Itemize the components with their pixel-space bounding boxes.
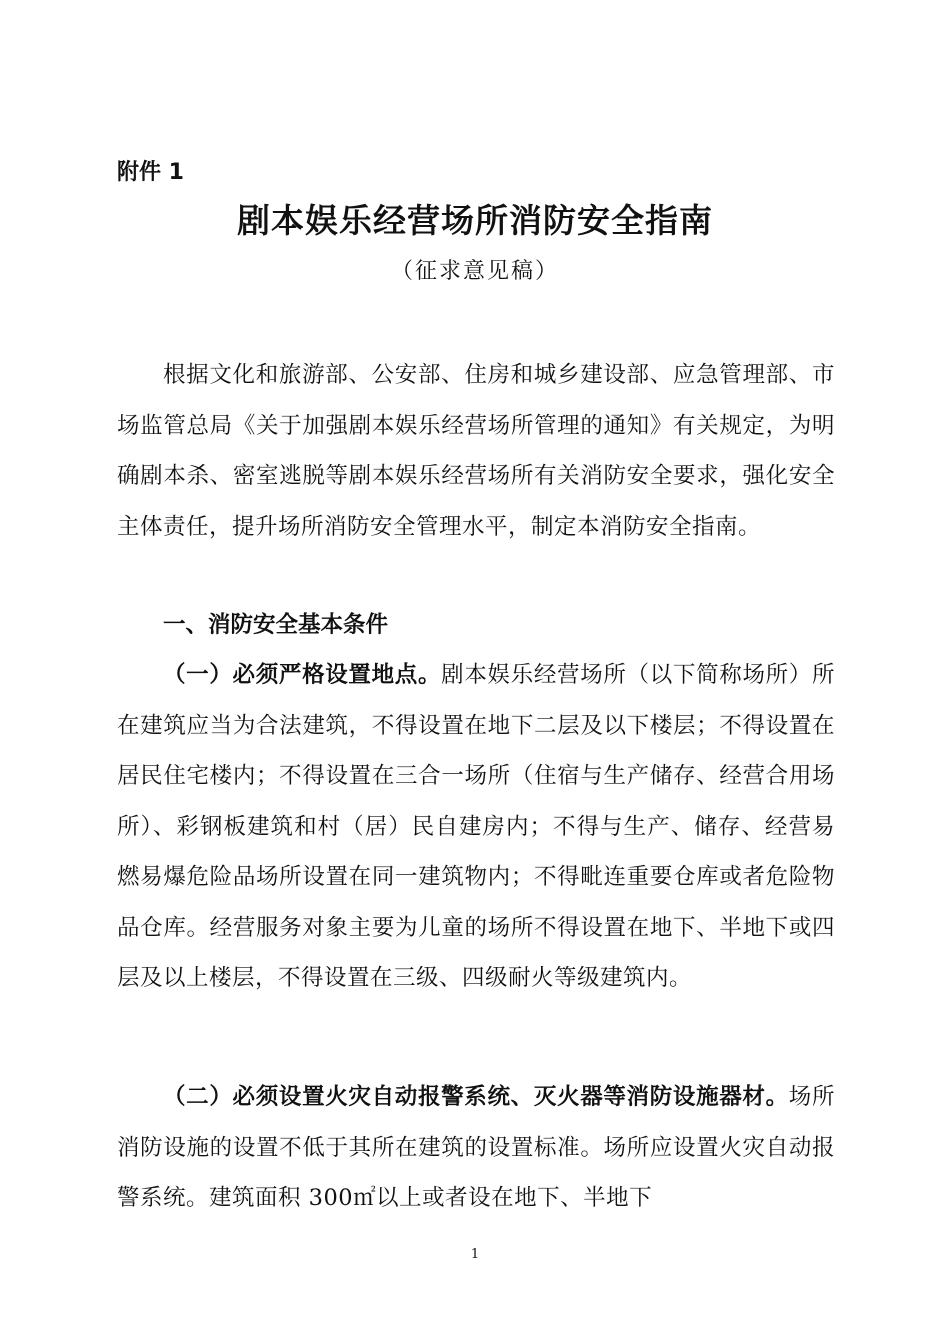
item-1-lead: （一）必须严格设置地点。 (163, 662, 442, 688)
intro-paragraph: 根据文化和旅游部、公安部、住房和城乡建设部、应急管理部、市场监管总局《关于加强剧本娱乐经营场所管理的通知》有关规定，为明确剧本杀、密室逃脱等剧本娱乐经营场所有关消防安全要求，强化安全主体责任，提升场所消防安全管理水平，制定本消防安全指南。 (117, 362, 835, 540)
item-2-paragraph (117, 1072, 835, 1224)
document-title: 剧本娱乐经营场所消防安全指南 (237, 201, 713, 240)
item-2-body: 场所消防设施的设置不低于其所在建筑的设置标准。场所应设置火灾自动报警系统。建筑面积 300㎡以上或者设在地下、半地下 (117, 1084, 835, 1211)
section-heading-1: 一、消防安全基本条件 (163, 612, 389, 638)
item-2-lead: （二）必须设置火灾自动报警系统、灭火器等消防设施器材。 (163, 1084, 789, 1110)
page-number: 1 (470, 1247, 480, 1262)
item-1-paragraph (117, 650, 835, 1004)
document-subtitle: （征求意见稿） (390, 259, 559, 284)
item-1-body: 剧本娱乐经营场所（以下简称场所）所在建筑应当为合法建筑，不得设置在地下二层及以下楼层；不得设置在居民住宅楼内；不得设置在三合一场所（住宿与生产储存、经营合用场所）、彩钢板建筑和村（居）民自建房内；不得与生产、储存、经营易燃易爆危险品场所设置在同一建筑物内；不得毗连重要仓库或者危险物品仓库。经营服务对象主要为儿童的场所不得设置在地下、半地下或四层及以上楼层，不得设置在三级、四级耐火等级建筑内。 (117, 662, 835, 991)
attachment-label: 附件 1 (117, 160, 184, 185)
